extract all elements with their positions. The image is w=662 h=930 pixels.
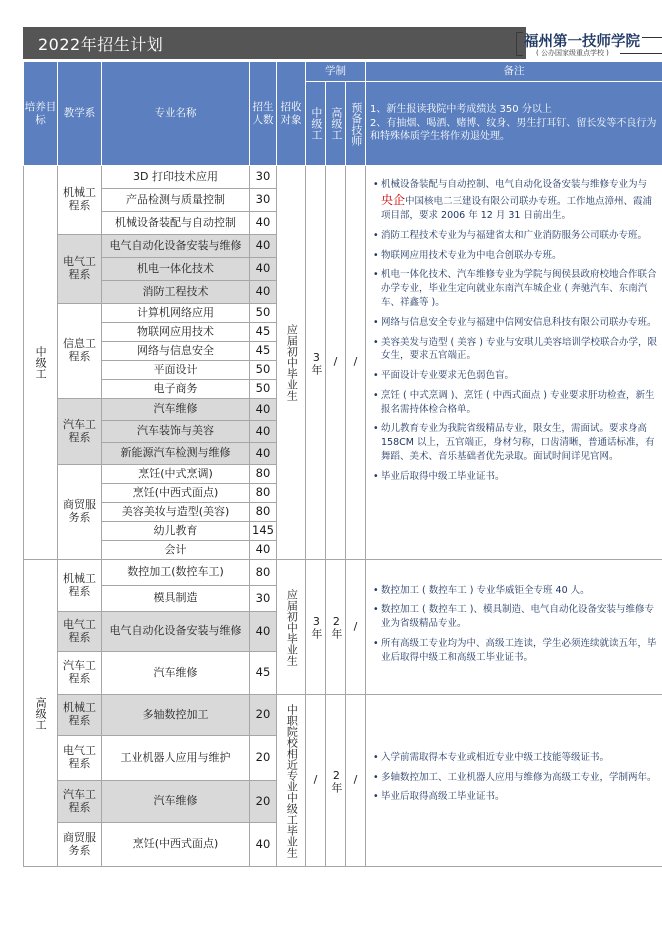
count: 40	[250, 823, 277, 867]
count: 40	[250, 399, 277, 421]
dept-info: 信息工程系	[58, 304, 102, 399]
count: 50	[250, 380, 277, 399]
count: 45	[250, 342, 277, 361]
major: 机械设备装配与自动控制	[102, 212, 250, 235]
header-prep: 预备技师	[349, 101, 363, 146]
major: 美容美妆与造型(美容)	[102, 503, 250, 522]
major: 新能源汽车检测与维修	[102, 443, 250, 465]
years-mid: 3年	[309, 350, 323, 375]
major: 电气自动化设备安装与维修	[102, 612, 250, 652]
years-prep: /	[346, 695, 366, 867]
major: 多轴数控加工	[102, 695, 250, 736]
notes-senior-2	[366, 695, 662, 867]
major: 会计	[102, 541, 250, 560]
note-item: • 多轴数控加工、工业机器人应用与维修为高级工专业，学制两年。	[374, 771, 658, 785]
audience-mid: 应届初中毕业生	[285, 324, 299, 401]
dept-mech: 机械工程系	[58, 695, 102, 736]
note-item: • 消防工程技术专业为与福建省太和广业消防服务公司联办专班。	[374, 229, 658, 243]
major: 幼儿教育	[102, 522, 250, 541]
header-target: 培养目标	[24, 62, 58, 166]
major: 工业机器人应用与维护	[102, 736, 250, 781]
count: 50	[250, 361, 277, 380]
header-major: 专业名称	[102, 62, 250, 166]
header-dept: 教学系	[58, 62, 102, 166]
dept-auto: 汽车工程系	[58, 399, 102, 465]
header-notes-text: 1、新生报读我院中考成绩达 350 分以上 2、有抽烟、喝酒、赌博、纹身、男生打耳钉、留长发等不良行为和特殊体质学生将作劝退处理。	[366, 82, 662, 166]
dept-mech: 机械工程系	[58, 166, 102, 235]
major: 汽车维修	[102, 781, 250, 823]
header-notes: 备注	[366, 62, 662, 82]
count: 30	[250, 586, 277, 612]
page-title: 2022年招生计划	[38, 35, 164, 54]
note-item: • 数控加工 ( 数控车工 )、模具制造、电气自动化设备安装与维修专业为省级精品专业。	[374, 603, 658, 631]
count: 40	[250, 612, 277, 652]
count: 40	[250, 212, 277, 235]
header-audience: 招收对象	[277, 62, 306, 166]
major: 机电一体化技术	[102, 258, 250, 281]
note-item: • 入学前需取得本专业或相近专业中级工技能等级证书。	[374, 751, 658, 765]
count: 80	[250, 503, 277, 522]
years-senior: 2年	[329, 615, 343, 639]
count: 40	[250, 443, 277, 465]
dept-trade: 商贸服务系	[58, 465, 102, 560]
years-mid: 3年	[309, 615, 323, 639]
note-item: • 数控加工 ( 数控车工 ) 专业华威钜全专班 40 人。	[374, 584, 658, 598]
count: 80	[250, 560, 277, 586]
header-mid: 中级工	[309, 107, 323, 140]
dept-mech: 机械工程系	[58, 560, 102, 612]
note-highlight: 央企	[381, 192, 406, 207]
major: 数控加工(数控车工)	[102, 560, 250, 586]
audience-senior-2: 中职院校相近专业中级工毕业生	[285, 703, 299, 858]
count: 80	[250, 465, 277, 484]
major: 汽车维修	[102, 399, 250, 421]
audience-senior-1: 应届初中毕业生	[285, 588, 299, 666]
count: 45	[250, 652, 277, 695]
count: 80	[250, 484, 277, 503]
decor-line	[642, 37, 662, 38]
dept-auto: 汽车工程系	[58, 781, 102, 823]
major: 平面设计	[102, 361, 250, 380]
count: 145	[250, 522, 277, 541]
count: 45	[250, 323, 277, 342]
major: 消防工程技术	[102, 281, 250, 304]
major: 电子商务	[102, 380, 250, 399]
note-item: • 物联网应用技术专业为中电合创联办专班。	[374, 249, 658, 263]
note-item: • 毕业后取得高级工毕业证书。	[374, 790, 658, 804]
note-item: • 所有高级工专业均为中、高级工连读，学生必须连续就读五年，毕业后取得中级工和高级工毕业证书。	[374, 637, 658, 665]
major: 烹饪(中西式面点)	[102, 823, 250, 867]
note-item: • 网络与信息安全专业与福建中信网安信息科技有限公司联办专班。	[374, 316, 658, 330]
decor-line	[620, 53, 662, 54]
years-mid: /	[306, 695, 326, 867]
count: 20	[250, 781, 277, 823]
header-count: 招生人数	[250, 62, 277, 166]
major: 物联网应用技术	[102, 323, 250, 342]
note-item: • 平面设计专业要求无色弱色盲。	[374, 369, 658, 383]
count: 40	[250, 421, 277, 443]
count: 40	[250, 281, 277, 304]
count: 20	[250, 736, 277, 781]
notes-senior-1	[366, 560, 662, 695]
count: 30	[250, 189, 277, 212]
school-name: 福州第一技师学院	[524, 34, 640, 50]
major: 模具制造	[102, 586, 250, 612]
note-item: • 美容美发与造型 ( 美容 ) 专业与安琪儿美容培训学校联合办学，限女生，要求五官端正。	[374, 336, 658, 364]
note-item: • 毕业后取得中级工毕业证书。	[374, 470, 658, 484]
note-item: • 烹饪 ( 中式烹调 )、烹饪 ( 中西式面点 ) 专业要求肝功检查，新生报名需持体检合格单。	[374, 389, 658, 417]
dept-auto: 汽车工程系	[58, 652, 102, 695]
major: 网络与信息安全	[102, 342, 250, 361]
note-item: • 幼儿教育专业为我院省级精品专业，限女生，需面试。要求身高 158CM 以上，五官端正，身材匀称，口齿清晰，普通话标准，有舞蹈、美术、音乐基础者优先录取。面试时间详见官网。	[374, 422, 658, 463]
dept-trade: 商贸服务系	[58, 823, 102, 867]
header-duration: 学制	[306, 62, 366, 82]
dept-elec: 电气工程系	[58, 736, 102, 781]
major: 汽车装饰与美容	[102, 421, 250, 443]
level-mid: 中级工	[34, 346, 48, 379]
dept-elec: 电气工程系	[58, 612, 102, 652]
header-senior: 高级工	[329, 107, 343, 140]
enrollment-table	[23, 61, 662, 867]
years-senior: /	[326, 166, 346, 560]
major: 汽车维修	[102, 652, 250, 695]
years-prep: /	[346, 166, 366, 560]
level-senior: 高级工	[34, 696, 48, 730]
count: 30	[250, 166, 277, 189]
notes-mid	[366, 166, 662, 560]
count: 40	[250, 235, 277, 258]
years-prep: /	[346, 560, 366, 695]
major: 3D 打印技术应用	[102, 166, 250, 189]
count: 40	[250, 258, 277, 281]
major: 烹饪(中式烹调)	[102, 465, 250, 484]
note-item: • 机电一体化技术、汽车维修专业为学院与闽侯县政府校地合作联合办学专业，毕业生定向就业东南汽车城企业 ( 奔驰汽车、东南汽车、祥鑫等 )。	[374, 268, 658, 309]
school-subtitle: ( 公办国家级重点学校 )	[536, 49, 609, 57]
school-bracket	[516, 32, 523, 56]
note-item: • 机械设备装配与自动控制、电气自动化设备安装与维修专业为与央企中国核电二三建设有限公司联办专班。工作地点漳州、霞浦项目部，要求 2006 年 12 月 31 日前出生。	[374, 178, 658, 223]
dept-elec: 电气工程系	[58, 235, 102, 304]
count: 40	[250, 541, 277, 560]
count: 20	[250, 695, 277, 736]
major: 计算机网络应用	[102, 304, 250, 323]
years-senior: 2年	[329, 768, 343, 793]
major: 电气自动化设备安装与维修	[102, 235, 250, 258]
count: 50	[250, 304, 277, 323]
major: 产品检测与质量控制	[102, 189, 250, 212]
major: 烹饪(中西式面点)	[102, 484, 250, 503]
